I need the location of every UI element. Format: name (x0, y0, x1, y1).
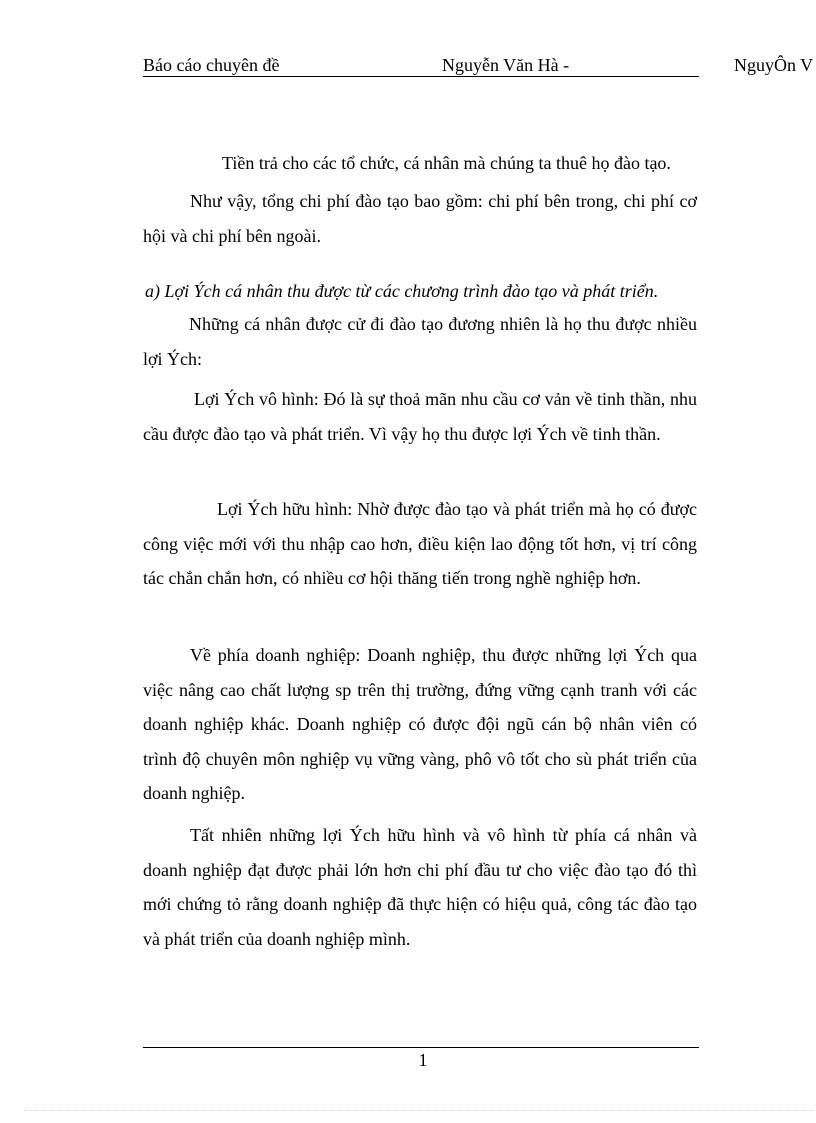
page-edge-dotted-line (24, 1110, 814, 1111)
paragraph-fee-payment: Tiền trả cho các tổ chức, cá nhân mà chúng ta thuê họ đào tạo. (222, 153, 671, 173)
paragraph-conclusion: Tất nhiên những lợi Ých hữu hình và vô hình từ phía cá nhân và doanh nghiệp đạt được phải lớn hơn chi phí đầu tư cho việc đào tạo đó thì mới chứng tỏ rằng doanh nghiệp đã thực hiện có hiệu quả, công tác đào tạo và phát triển của doanh nghiệp mình. (143, 825, 697, 949)
section-heading-personal-benefits: a) Lợi Ých cá nhân thu được từ các chương trình đào tạo và phát triển. (145, 281, 659, 301)
page-number: 1 (418, 1050, 428, 1070)
paragraph-enterprise-benefits: Về phía doanh nghiệp: Doanh nghiệp, thu được những lợi Ých qua việc nâng cao chất lượng sp trên thị trường, đứng vững cạnh tranh với các doanh nghiệp khác. Doanh nghiệp có được đội ngũ cán bộ nhân viên có trình độ chuyên môn nghiệp vụ vững vàng, phô vô tốt cho sù phát triển của doanh nghiệp. (143, 645, 697, 803)
paragraph-tangible-benefits: Lợi Ých hữu hình: Nhờ được đào tạo và phát triển mà họ có được công việc mới với thu nhập cao hơn, điều kiện lao động tốt hơn, vị trí công tác chắn chắn hơn, có nhiều cơ hội thăng tiến trong nghề nghiệp hơn. (143, 499, 697, 588)
paragraph-individual-benefits: Những cá nhân được cử đi đào tạo đương nhiên là họ thu được nhiều lợi Ých: (143, 314, 697, 369)
header-title: Báo cáo chuyên đề (143, 55, 280, 75)
footer-divider (143, 1047, 699, 1048)
header-divider (143, 76, 699, 77)
paragraph-intangible-benefits: Lợi Ých vô hình: Đó là sự thoả mãn nhu cầu cơ vản về tinh thần, nhu cầu được đào tạo và phát triển. Vì vậy họ thu được lợi Ých về tinh thần. (143, 389, 697, 444)
header-overflow-text: NguyÔn V (734, 55, 814, 75)
header-author: Nguyễn Văn Hà - (442, 55, 570, 75)
paragraph-total-cost: Như vậy, tổng chi phí đào tạo bao gồm: chi phí bên trong, chi phí cơ hội và chi phí bên ngoài. (143, 191, 697, 246)
